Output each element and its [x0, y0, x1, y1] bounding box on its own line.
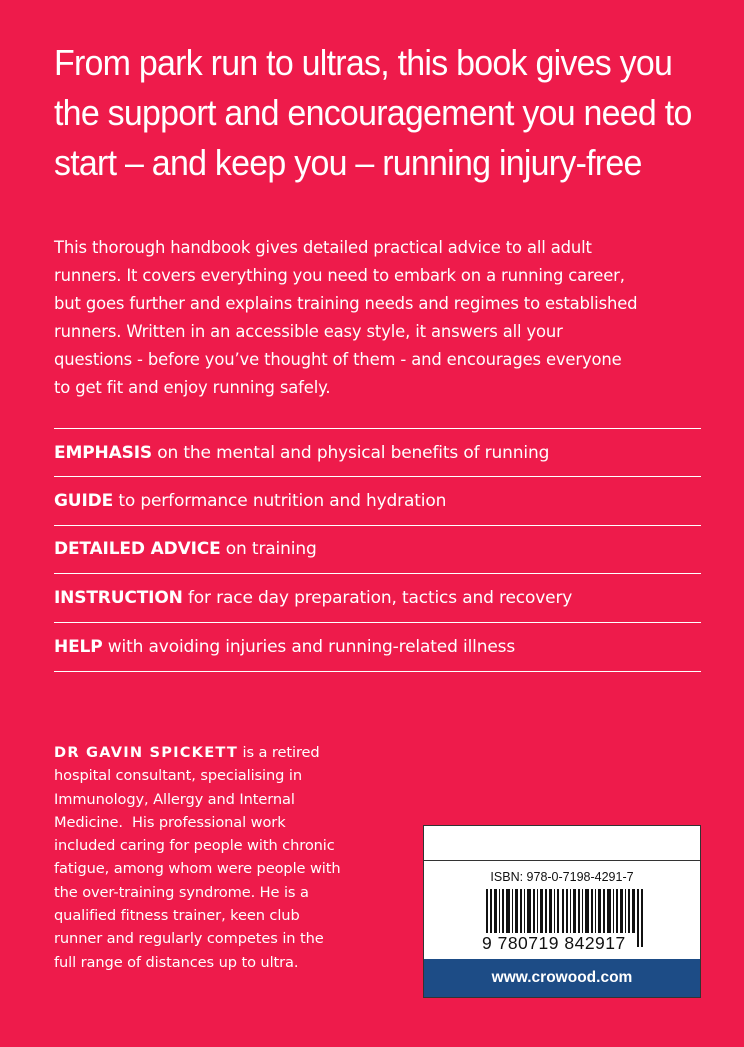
bio-first-line: [54, 741, 384, 764]
bio-line: qualified fitness trainer, keen club: [54, 907, 300, 925]
bio-line: included caring for people with chronic: [54, 837, 335, 855]
author-bio: [54, 741, 384, 974]
feature-text: on the mental and physical benefits of running: [152, 442, 550, 463]
headline-line: From park run to ultras, this book gives you: [54, 42, 673, 83]
bio-line: the over-training syndrome. He is a: [54, 883, 309, 901]
author-name: DR GAVIN SPICKETT: [54, 744, 239, 761]
feature-lead: DETAILED ADVICE: [54, 539, 221, 560]
isbn-label: ISBN: 978-0-7198-4291-7: [490, 870, 634, 884]
headline: [54, 38, 692, 188]
barcode-panel: [423, 825, 701, 998]
feature-lead: INSTRUCTION: [54, 587, 183, 608]
blurb-line: questions - before you’ve thought of them - and encourages everyone: [54, 350, 622, 369]
feature-item: [54, 573, 701, 621]
bio-line: Medicine. His professional work: [54, 813, 286, 831]
blurb-line: runners. Written in an accessible easy style, it answers all your: [54, 322, 563, 341]
headline-line: the support and encouragement you need to: [54, 92, 692, 133]
blurb-line: but goes further and explains training needs and regimes to established: [54, 294, 638, 313]
blurb-line: runners. It covers everything you need to embark on a running career,: [54, 266, 625, 285]
bio-text: is a retired: [238, 744, 320, 761]
bio-line: hospital consultant, specialising in: [54, 767, 302, 785]
blurb-line: This thorough handbook gives detailed practical advice to all adult: [54, 238, 592, 257]
barcode-digits: 9 780719 842917: [482, 933, 626, 953]
feature-list: [54, 428, 701, 672]
publisher-url[interactable]: www.crowood.com: [424, 959, 700, 997]
feature-item: [54, 428, 701, 476]
feature-lead: GUIDE: [54, 491, 114, 512]
blurb-paragraph: [54, 234, 714, 402]
bio-line: runner and regularly competes in the: [54, 930, 324, 948]
feature-item: [54, 476, 701, 524]
feature-item: [54, 622, 701, 672]
feature-text: on training: [220, 539, 317, 560]
feature-item: [54, 525, 701, 573]
price-box: [424, 826, 700, 861]
feature-text: to performance nutrition and hydration: [113, 491, 447, 512]
blurb-line: to get fit and enjoy running safely.: [54, 378, 331, 397]
feature-lead: HELP: [54, 636, 103, 657]
bio-line: fatigue, among whom were people with: [54, 860, 341, 878]
feature-text: for race day preparation, tactics and recovery: [182, 587, 573, 608]
feature-lead: EMPHASIS: [54, 442, 152, 463]
bio-line: Immunology, Allergy and Internal: [54, 790, 295, 808]
bio-line: full range of distances up to ultra.: [54, 953, 299, 971]
feature-text: with avoiding injuries and running-related illness: [102, 636, 516, 657]
headline-line: start – and keep you – running injury-free: [54, 142, 642, 183]
